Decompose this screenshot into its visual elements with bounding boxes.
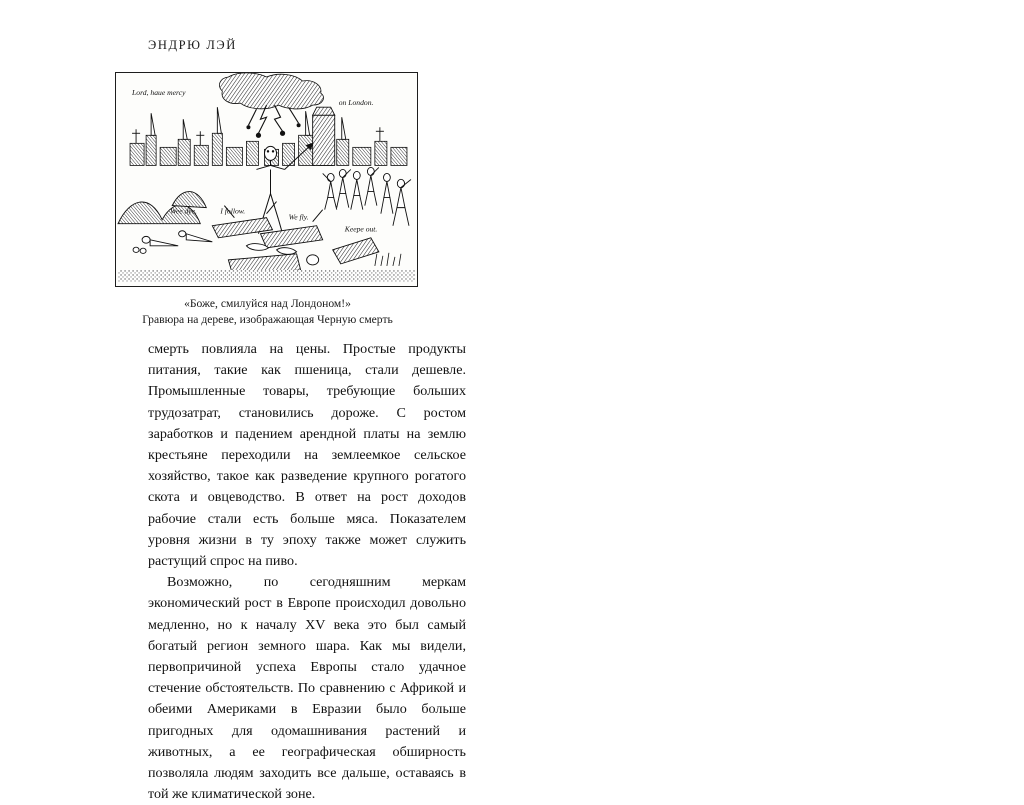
figure-caption — [100, 296, 435, 328]
woodcut-text-keepe-out: Keepe out. — [344, 224, 378, 234]
woodcut-figure — [115, 72, 418, 287]
woodcut-image — [115, 72, 418, 287]
woodcut-text-lord-have-mercy: Lord, haue mercy — [132, 88, 186, 98]
woodcut-text-on-london: on London. — [338, 98, 374, 108]
page-recto — [512, 0, 1024, 768]
figure-caption-line-1: «Боже, смилуйся над Лондоном!» — [184, 297, 351, 310]
paragraph: смерть повлияла на цены. Простые продукты питания, такие как пшеница, стали дешевле. Промышленные товары, требующие больших трудозатрат, становились дороже. С ростом заработков и падением арендной платы на землю крестьяне переходили на землеемкое сельское хозяйство, такое как разведение крупного рогатого скота и овцеводство. В ответ на рост доходов рабочие стали есть больше мяса. Показателем уровня жизни в ту эпоху также может служить растущий спрос на пиво. — [148, 341, 466, 570]
woodcut-text-i-follow: I follow. — [220, 206, 246, 216]
left-column-text — [148, 339, 466, 805]
running-head: ЭНДРЮ ЛЭЙ — [148, 38, 237, 52]
woodcut-text-wee-dye: Wee dye. — [170, 206, 197, 216]
woodcut-artwork — [116, 73, 417, 286]
woodcut-text-we-fly: We fly. — [288, 212, 309, 222]
figure-caption-line-2: Гравюра на дереве, изображающая Черную смерть — [142, 313, 393, 326]
paragraph: Возможно, по сегодняшним меркам экономический рост в Европе происходил довольно медленно, но к началу XV века это был самый богатый регион земного шара. Как мы видели, первопричиной успеха Европы стало удачное стечение обстоятельств. По сравнению с Африкой и обеими Америками в Евразии было больше пригодных для одомашнивания растений и животных, а ее географическая обширность позволяла людям заходить все дальше, оставаясь в той же климатической зоне. — [148, 574, 466, 803]
page-verso — [0, 0, 512, 803]
